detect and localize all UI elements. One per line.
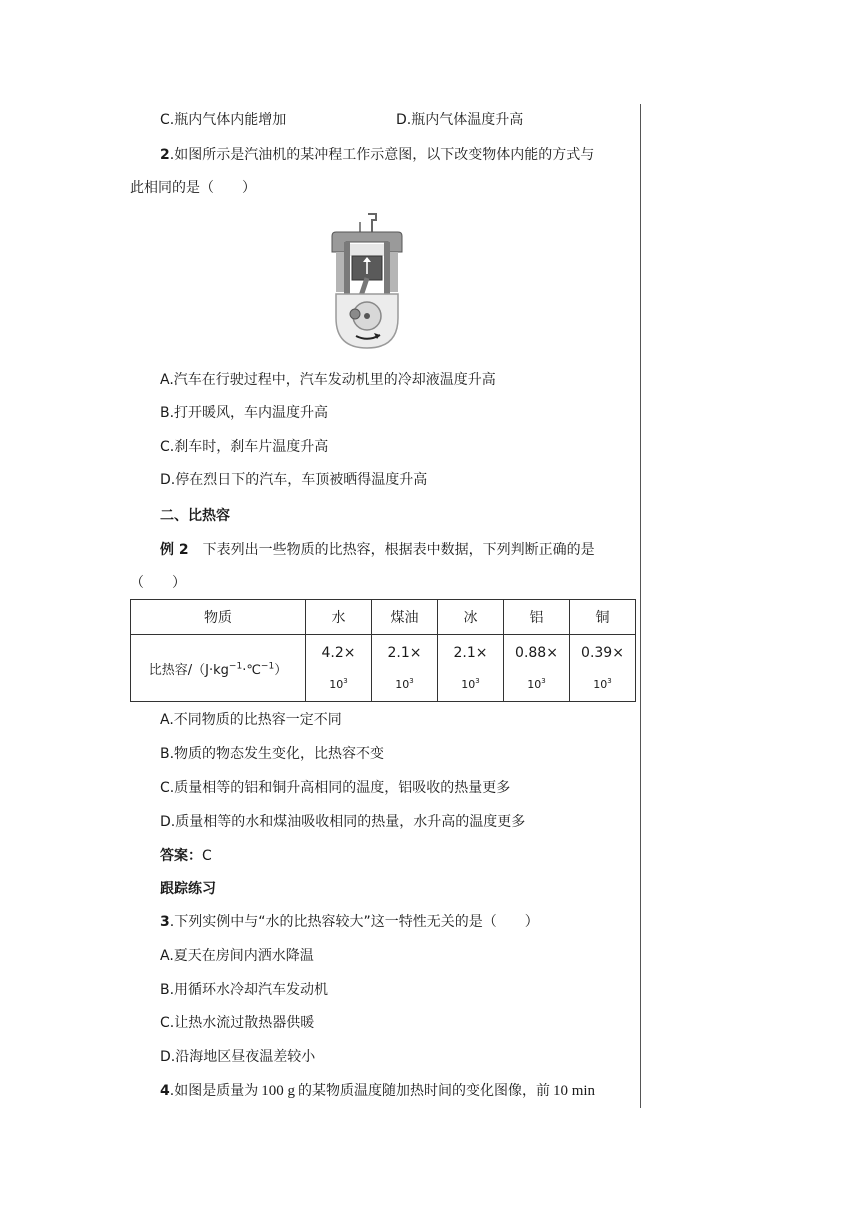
power-exp: 3 bbox=[607, 677, 612, 685]
q3-option-a: A.夏天在房间内洒水降温 bbox=[160, 948, 314, 964]
q2-number: 2 bbox=[160, 147, 170, 163]
answer-value: C bbox=[202, 848, 212, 864]
cell-power bbox=[306, 668, 371, 698]
example2-label: 例 2 bbox=[160, 542, 189, 558]
engine-stroke-figure bbox=[322, 212, 412, 358]
table-cell bbox=[570, 635, 636, 702]
power-base: 10 bbox=[329, 678, 344, 691]
q3-option-b: B.用循环水冷却汽车发动机 bbox=[160, 982, 329, 998]
q3-stem bbox=[160, 912, 539, 932]
table-header-row bbox=[131, 600, 636, 635]
q3-option-c: C.让热水流过散热器供暖 bbox=[160, 1015, 315, 1031]
table-cell bbox=[438, 635, 504, 702]
row-label-prefix: 比热容/（J·kg bbox=[148, 662, 229, 678]
section-title: 二、比热容 bbox=[160, 508, 230, 524]
row-label-exp: −1 bbox=[260, 661, 275, 672]
table-cell bbox=[504, 635, 570, 702]
q1-option-d: D.瓶内气体温度升高 bbox=[396, 112, 524, 128]
example2-option-c: C.质量相等的铝和铜升高相同的温度，铝吸收的热量更多 bbox=[160, 780, 511, 796]
cell-value: 4.2× bbox=[321, 645, 356, 661]
q2-text-line1: .如图所示是汽油机的某冲程工作示意图，以下改变物体内能的方式与 bbox=[169, 147, 595, 163]
row-label-suffix: ） bbox=[274, 662, 288, 678]
q4-mass: 100 g bbox=[261, 1083, 295, 1099]
cell-value: 2.1× bbox=[387, 645, 422, 661]
q2-stem-line1 bbox=[160, 145, 594, 165]
q4-number: 4 bbox=[160, 1083, 170, 1099]
table-row bbox=[131, 635, 636, 702]
cell-power bbox=[438, 668, 503, 698]
q3-option-d: D.沿海地区昼夜温差较小 bbox=[160, 1049, 316, 1065]
table-header-cell: 铝 bbox=[504, 600, 570, 635]
cell-value: 0.39× bbox=[581, 645, 624, 661]
example2-option-b: B.物质的物态发生变化，比热容不变 bbox=[160, 746, 385, 762]
example2-option-d: D.质量相等的水和煤油吸收相同的热量，水升高的温度更多 bbox=[160, 814, 526, 830]
q3-number: 3 bbox=[160, 914, 170, 930]
table-header-cell: 冰 bbox=[438, 600, 504, 635]
table-cell bbox=[372, 635, 438, 702]
power-exp: 3 bbox=[343, 677, 348, 685]
cell-power bbox=[504, 668, 569, 698]
power-base: 10 bbox=[461, 678, 476, 691]
practice-title: 跟踪练习 bbox=[160, 881, 216, 897]
q3-text: .下列实例中与“水的比热容较大”这一特性无关的是（ ） bbox=[169, 914, 539, 930]
q2-stem-line2: 此相同的是（ ） bbox=[130, 180, 256, 196]
q4-time: 10 min bbox=[552, 1083, 596, 1099]
q2-option-b: B.打开暖风，车内温度升高 bbox=[160, 405, 329, 421]
example2-option-a: A.不同物质的比热容一定不同 bbox=[160, 712, 342, 728]
q2-option-d: D.停在烈日下的汽车，车顶被晒得温度升高 bbox=[160, 472, 428, 488]
table-header-cell: 煤油 bbox=[372, 600, 438, 635]
margin-rule bbox=[640, 104, 641, 1108]
table-header-label: 物质 bbox=[131, 600, 306, 635]
cell-power bbox=[570, 668, 635, 698]
row-label-exp: −1 bbox=[228, 661, 243, 672]
power-exp: 3 bbox=[409, 677, 414, 685]
q4-stem bbox=[160, 1081, 595, 1101]
table-header-cell: 铜 bbox=[570, 600, 636, 635]
cell-value: 0.88× bbox=[515, 645, 558, 661]
example2-text-line1: 下表列出一些物质的比热容，根据表中数据，下列判断正确的是 bbox=[188, 542, 595, 558]
table-header-cell: 水 bbox=[306, 600, 372, 635]
table-row-label bbox=[131, 635, 306, 702]
row-label-mid: ·℃ bbox=[242, 662, 261, 678]
cell-value: 2.1× bbox=[453, 645, 488, 661]
specific-heat-table bbox=[130, 599, 636, 702]
power-base: 10 bbox=[593, 678, 608, 691]
q2-option-c: C.刹车时，刹车片温度升高 bbox=[160, 439, 329, 455]
answer-line bbox=[160, 846, 212, 866]
cell-power bbox=[372, 668, 437, 698]
q4-text-a: .如图是质量为 bbox=[169, 1083, 259, 1099]
power-exp: 3 bbox=[541, 677, 546, 685]
q1-option-c: C.瓶内气体内能增加 bbox=[160, 112, 287, 128]
power-base: 10 bbox=[527, 678, 542, 691]
q4-text-b: 的某物质温度随加热时间的变化图像，前 bbox=[297, 1083, 550, 1099]
power-base: 10 bbox=[395, 678, 410, 691]
answer-label: 答案： bbox=[160, 848, 202, 864]
table-cell bbox=[306, 635, 372, 702]
power-exp: 3 bbox=[475, 677, 480, 685]
example2-stem-line2: （ ） bbox=[130, 575, 186, 591]
q2-option-a: A.汽车在行驶过程中，汽车发动机里的冷却液温度升高 bbox=[160, 372, 496, 388]
example2-stem-line1 bbox=[160, 540, 595, 560]
